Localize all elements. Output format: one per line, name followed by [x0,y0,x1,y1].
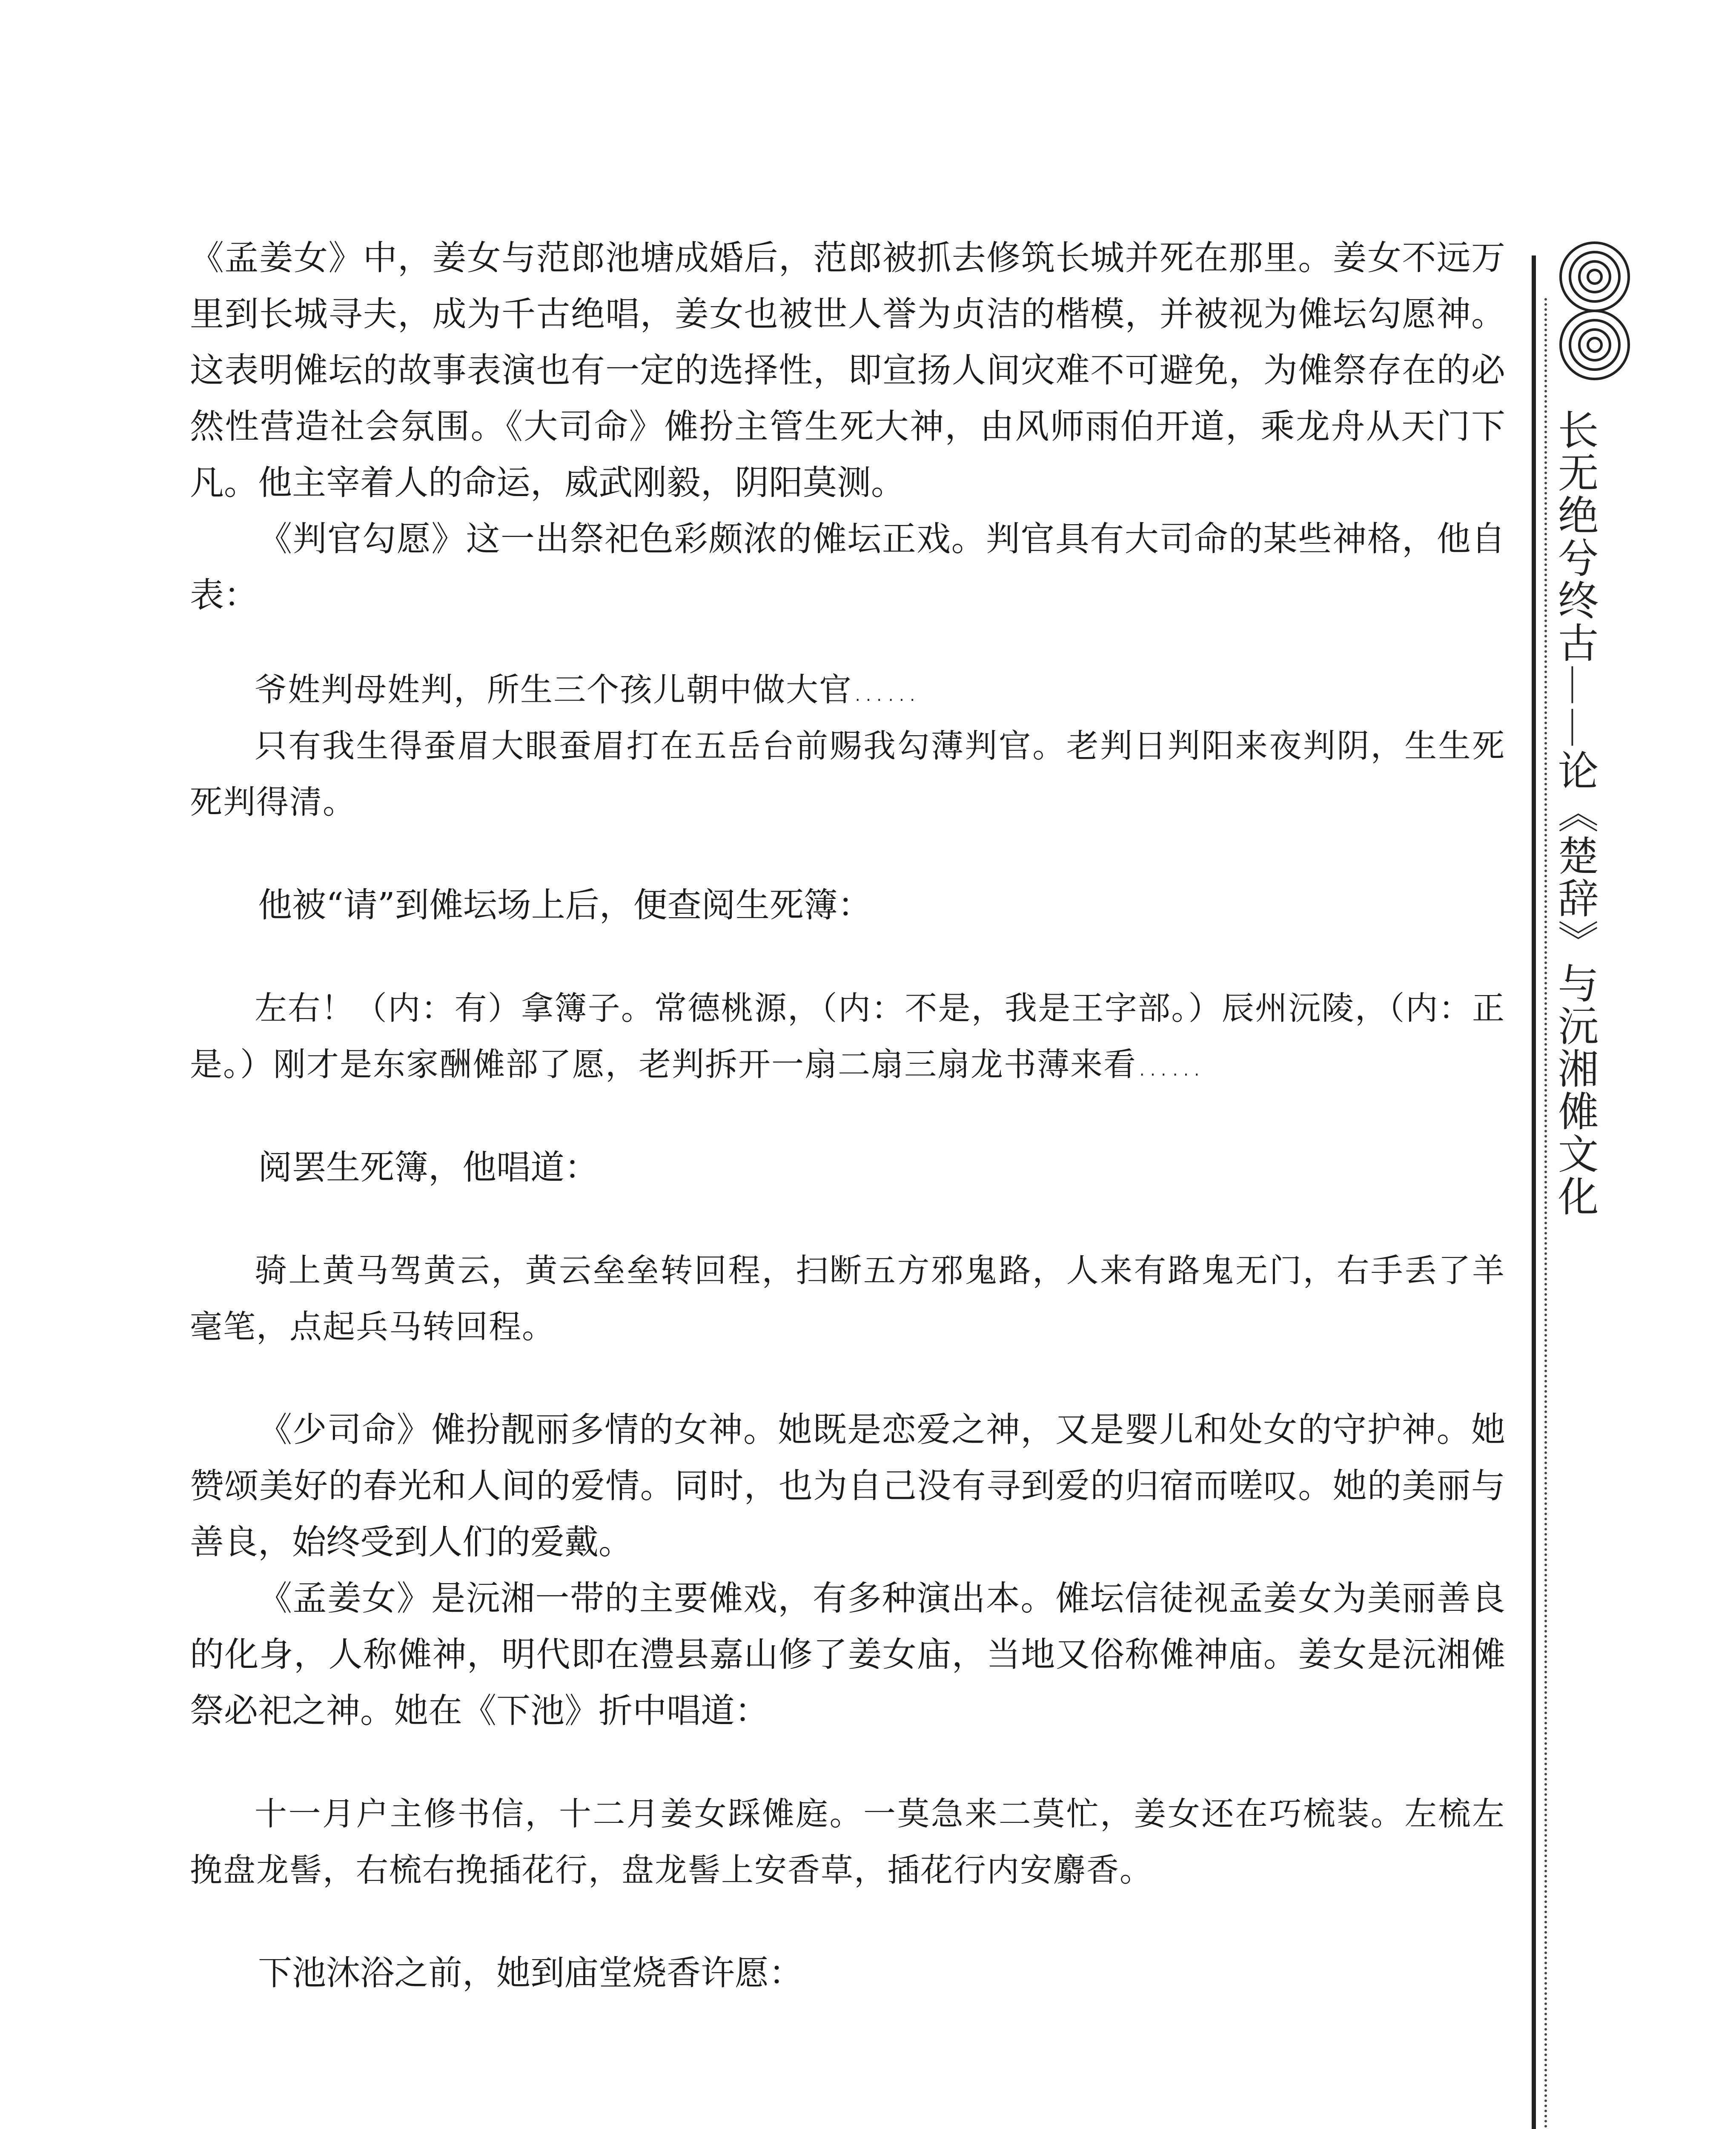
side-rule [1532,255,1536,2129]
paragraph-1: 《孟姜女》中，姜女与范郎池塘成婚后，范郎被抓去修筑长城并死在那里。姜女不远万里到长城寻夫，成为千古绝唱，姜女也被世人誉为贞洁的楷模，并被视为傩坛勾愿神。这表明傩坛的故事表演也有一定的选择性，即宣扬人间灾难不可避免，为傩祭存在的必然性营造社会氛围。《大司命》傩扮主管生死大神，由风师雨伯开道，乘龙舟从天门下凡。他主宰着人的命运，威武刚毅，阴阳莫测。 [190,238,1505,502]
paragraph-3: 他被“请”到傩坛场上后，便查阅生死簿： [258,885,872,925]
quote-1a: 爷姓判母姓判，所生三个孩儿朝中做大官…… [255,671,919,709]
quote-2: 左右！（内：有）拿簿子。常德桃源，（内：不是，我是王字部。）辰州沅陵，（内：正是。）刚才是东家酬傩部了愿，老判拆开一扇二扇三扇龙书薄来看…… [190,989,1505,1083]
quote-3: 骑上黄马驾黄云，黄云垒垒转回程，扫断五方邪鬼路，人来有路鬼无门，右手丢了羊毫笔，点起兵马转回程。 [190,1251,1505,1346]
side-dotted-rule [1544,298,1547,2129]
quote-1b: 只有我生得蚕眉大眼蚕眉打在五岳台前赐我勾薄判官。老判日判阳来夜判阴，生生死死判得清。 [190,727,1505,821]
paragraph-4: 阅罢生死簿，他唱道： [258,1148,599,1187]
quote-4: 十一月户主修书信，十二月姜女踩傩庭。一莫急来二莫忙，姜女还在巧梳装。左梳左挽盘龙髻，右梳右挽插花行，盘龙髻上安香草，插花行内安麝香。 [190,1795,1505,1889]
paragraph-5: 《少司命》傩扮靓丽多情的女神。她既是恋爱之神，又是婴儿和处女的守护神。她赞颂美好的春光和人间的爱情。同时，也为自己没有寻到爱的归宿而嗟叹。她的美丽与善良，始终受到人们的爱戴。 [190,1410,1505,1562]
running-title: 长无绝兮终古——论《楚辞》与沅湘傩文化 [1551,409,1599,1218]
paragraph-2: 《判官勾愿》这一出祭祀色彩颇浓的傩坛正戏。判官具有大司命的某些神格，他自表： [190,519,1505,615]
body-text [190,230,1505,2001]
paragraph-7: 下池沐浴之前，她到庙堂烧香许愿： [258,1953,803,1993]
paragraph-6: 《孟姜女》是沅湘一带的主要傩戏，有多种演出本。傩坛信徒视孟姜女为美丽善良的化身，人称傩神，明代即在澧县嘉山修了姜女庙，当地又俗称傩神庙。姜女是沅湘傩祭必祀之神。她在《下池》折中唱道： [190,1578,1505,1730]
